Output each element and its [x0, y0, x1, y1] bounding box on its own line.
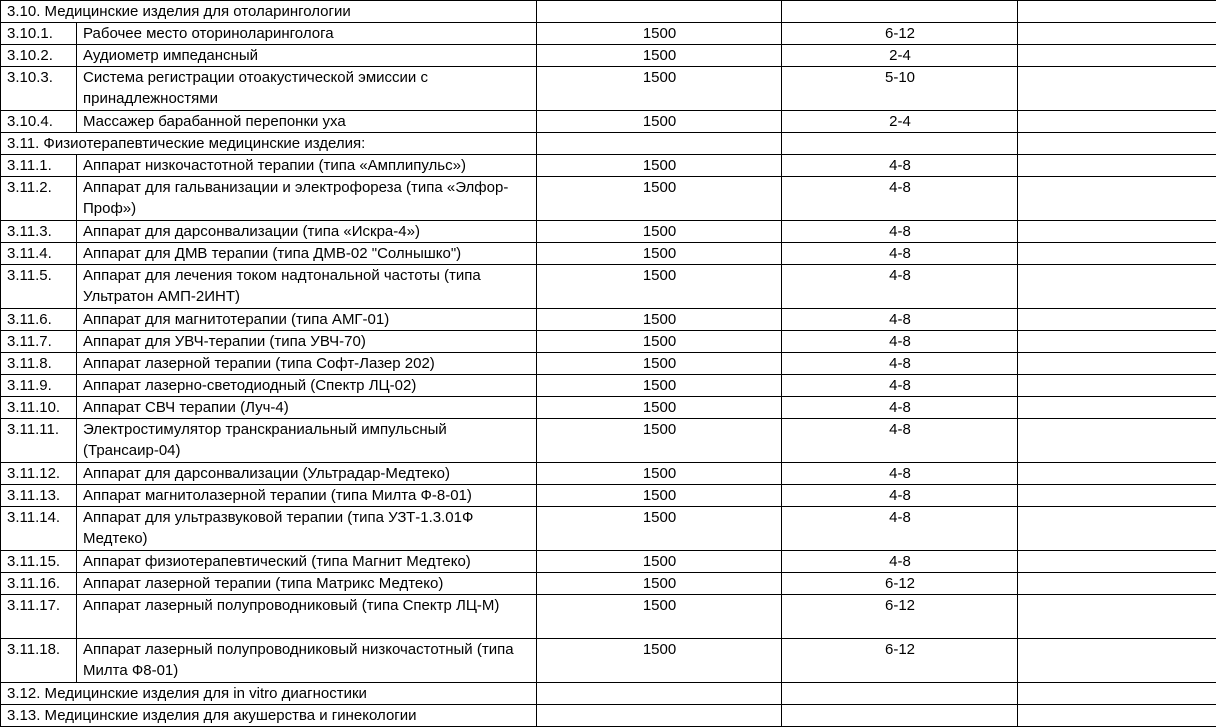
- service-life-cell: 4-8: [782, 265, 1018, 309]
- service-life-cell: 4-8: [782, 375, 1018, 397]
- quantity-cell: 1500: [537, 177, 782, 221]
- service-life-cell: [782, 683, 1018, 705]
- table-row: [1, 463, 1216, 485]
- item-number: 3.11.18.: [1, 639, 77, 683]
- note-cell: [1018, 705, 1216, 727]
- note-cell: [1018, 111, 1216, 133]
- service-life-cell: 4-8: [782, 221, 1018, 243]
- note-cell: [1018, 1, 1216, 23]
- item-number: 3.11.4.: [1, 243, 77, 265]
- table-row: [1, 243, 1216, 265]
- quantity-cell: [537, 1, 782, 23]
- table-row: [1, 265, 1216, 309]
- service-life-cell: 4-8: [782, 419, 1018, 463]
- quantity-cell: 1500: [537, 45, 782, 67]
- table-row: [1, 507, 1216, 551]
- note-cell: [1018, 683, 1216, 705]
- item-number: 3.10.2.: [1, 45, 77, 67]
- service-life-cell: 2-4: [782, 111, 1018, 133]
- note-cell: [1018, 419, 1216, 463]
- table-row: [1, 23, 1216, 45]
- item-number: 3.11.9.: [1, 375, 77, 397]
- quantity-cell: 1500: [537, 551, 782, 573]
- quantity-cell: 1500: [537, 463, 782, 485]
- item-name: Массажер барабанной перепонки уха: [77, 111, 537, 133]
- service-life-cell: 4-8: [782, 463, 1018, 485]
- note-cell: [1018, 507, 1216, 551]
- quantity-cell: 1500: [537, 309, 782, 331]
- table-row: [1, 45, 1216, 67]
- service-life-cell: 4-8: [782, 353, 1018, 375]
- quantity-cell: 1500: [537, 265, 782, 309]
- note-cell: [1018, 309, 1216, 331]
- table-row: [1, 375, 1216, 397]
- table-row: [1, 595, 1216, 639]
- quantity-cell: [537, 683, 782, 705]
- service-life-cell: 4-8: [782, 243, 1018, 265]
- item-name: Аппарат магнитолазерной терапии (типа Милта Ф-8-01): [77, 485, 537, 507]
- item-name: Аппарат физиотерапевтический (типа Магнит Медтеко): [77, 551, 537, 573]
- table-row: [1, 177, 1216, 221]
- note-cell: [1018, 463, 1216, 485]
- section-row: [1, 133, 1216, 155]
- item-name: Аппарат для ДМВ терапии (типа ДМВ-02 "Солнышко"): [77, 243, 537, 265]
- item-name: Аудиометр импедансный: [77, 45, 537, 67]
- note-cell: [1018, 177, 1216, 221]
- quantity-cell: 1500: [537, 595, 782, 639]
- quantity-cell: 1500: [537, 155, 782, 177]
- note-cell: [1018, 397, 1216, 419]
- item-number: 3.11.7.: [1, 331, 77, 353]
- table-row: [1, 155, 1216, 177]
- table-row: [1, 485, 1216, 507]
- service-life-cell: 6-12: [782, 639, 1018, 683]
- section-row: [1, 705, 1216, 727]
- section-title: 3.13. Медицинские изделия для акушерства и гинекологии: [1, 705, 537, 727]
- table-row: [1, 221, 1216, 243]
- note-cell: [1018, 67, 1216, 111]
- item-name: Аппарат низкочастотной терапии (типа «Амплипульс»): [77, 155, 537, 177]
- table-row: [1, 639, 1216, 683]
- note-cell: [1018, 331, 1216, 353]
- item-name: Аппарат лазерный полупроводниковый (типа Спектр ЛЦ-М): [77, 595, 537, 639]
- item-name: Аппарат для УВЧ-терапии (типа УВЧ-70): [77, 331, 537, 353]
- service-life-cell: 4-8: [782, 177, 1018, 221]
- item-name: Аппарат лазерной терапии (типа Матрикс Медтеко): [77, 573, 537, 595]
- service-life-cell: 4-8: [782, 331, 1018, 353]
- service-life-cell: 6-12: [782, 573, 1018, 595]
- service-life-cell: 6-12: [782, 595, 1018, 639]
- quantity-cell: 1500: [537, 353, 782, 375]
- item-name: Аппарат лазерный полупроводниковый низкочастотный (типа Милта Ф8-01): [77, 639, 537, 683]
- quantity-cell: 1500: [537, 243, 782, 265]
- quantity-cell: 1500: [537, 573, 782, 595]
- quantity-cell: 1500: [537, 375, 782, 397]
- table-body: [1, 1, 1216, 727]
- note-cell: [1018, 133, 1216, 155]
- quantity-cell: 1500: [537, 221, 782, 243]
- service-life-cell: 4-8: [782, 485, 1018, 507]
- quantity-cell: 1500: [537, 331, 782, 353]
- item-number: 3.11.6.: [1, 309, 77, 331]
- note-cell: [1018, 265, 1216, 309]
- service-life-cell: 2-4: [782, 45, 1018, 67]
- quantity-cell: 1500: [537, 111, 782, 133]
- service-life-cell: 5-10: [782, 67, 1018, 111]
- service-life-cell: 4-8: [782, 507, 1018, 551]
- item-name: Аппарат для ультразвуковой терапии (типа УЗТ-1.3.01Ф Медтеко): [77, 507, 537, 551]
- service-life-cell: 4-8: [782, 155, 1018, 177]
- item-number: 3.11.14.: [1, 507, 77, 551]
- service-life-cell: 4-8: [782, 551, 1018, 573]
- item-name: Аппарат для гальванизации и электрофореза (типа «Элфор-Проф»): [77, 177, 537, 221]
- item-number: 3.11.12.: [1, 463, 77, 485]
- service-life-cell: [782, 133, 1018, 155]
- note-cell: [1018, 551, 1216, 573]
- quantity-cell: [537, 133, 782, 155]
- quantity-cell: 1500: [537, 397, 782, 419]
- quantity-cell: 1500: [537, 67, 782, 111]
- note-cell: [1018, 595, 1216, 639]
- quantity-cell: [537, 705, 782, 727]
- table-row: [1, 551, 1216, 573]
- service-life-cell: [782, 705, 1018, 727]
- service-life-cell: 4-8: [782, 309, 1018, 331]
- item-number: 3.11.1.: [1, 155, 77, 177]
- item-number: 3.11.13.: [1, 485, 77, 507]
- item-number: 3.11.3.: [1, 221, 77, 243]
- quantity-cell: 1500: [537, 23, 782, 45]
- note-cell: [1018, 353, 1216, 375]
- table-row: [1, 111, 1216, 133]
- quantity-cell: 1500: [537, 419, 782, 463]
- item-number: 3.10.4.: [1, 111, 77, 133]
- table-row: [1, 309, 1216, 331]
- item-number: 3.11.2.: [1, 177, 77, 221]
- section-title: 3.12. Медицинские изделия для in vitro диагностики: [1, 683, 537, 705]
- section-title: 3.11. Физиотерапевтические медицинские изделия:: [1, 133, 537, 155]
- section-row: [1, 683, 1216, 705]
- item-name: Аппарат лазерно-светодиодный (Спектр ЛЦ-02): [77, 375, 537, 397]
- note-cell: [1018, 221, 1216, 243]
- item-name: Рабочее место оториноларинголога: [77, 23, 537, 45]
- note-cell: [1018, 243, 1216, 265]
- table-row: [1, 419, 1216, 463]
- service-life-cell: [782, 1, 1018, 23]
- item-name: Система регистрации отоакустической эмиссии с принадлежностями: [77, 67, 537, 111]
- section-row: [1, 1, 1216, 23]
- table-row: [1, 573, 1216, 595]
- quantity-cell: 1500: [537, 639, 782, 683]
- item-number: 3.11.15.: [1, 551, 77, 573]
- note-cell: [1018, 23, 1216, 45]
- item-name: Аппарат СВЧ терапии (Луч-4): [77, 397, 537, 419]
- quantity-cell: 1500: [537, 507, 782, 551]
- note-cell: [1018, 639, 1216, 683]
- quantity-cell: 1500: [537, 485, 782, 507]
- item-name: Электростимулятор транскраниальный импульсный (Трансаир-04): [77, 419, 537, 463]
- item-name: Аппарат для магнитотерапии (типа АМГ-01): [77, 309, 537, 331]
- service-life-cell: 4-8: [782, 397, 1018, 419]
- item-number: 3.11.11.: [1, 419, 77, 463]
- item-number: 3.11.5.: [1, 265, 77, 309]
- table-row: [1, 397, 1216, 419]
- item-number: 3.10.3.: [1, 67, 77, 111]
- item-name: Аппарат лазерной терапии (типа Софт-Лазер 202): [77, 353, 537, 375]
- item-number: 3.11.16.: [1, 573, 77, 595]
- note-cell: [1018, 45, 1216, 67]
- table-row: [1, 67, 1216, 111]
- item-name: Аппарат для дарсонвализации (Ультрадар-Медтеко): [77, 463, 537, 485]
- item-name: Аппарат для дарсонвализации (типа «Искра-4»): [77, 221, 537, 243]
- note-cell: [1018, 155, 1216, 177]
- item-number: 3.10.1.: [1, 23, 77, 45]
- item-name: Аппарат для лечения током надтональной частоты (типа Ультратон АМП-2ИНТ): [77, 265, 537, 309]
- item-number: 3.11.17.: [1, 595, 77, 639]
- item-number: 3.11.10.: [1, 397, 77, 419]
- note-cell: [1018, 485, 1216, 507]
- table-row: [1, 331, 1216, 353]
- service-life-cell: 6-12: [782, 23, 1018, 45]
- table-row: [1, 353, 1216, 375]
- note-cell: [1018, 573, 1216, 595]
- note-cell: [1018, 375, 1216, 397]
- item-number: 3.11.8.: [1, 353, 77, 375]
- section-title: 3.10. Медицинские изделия для отоларингологии: [1, 1, 537, 23]
